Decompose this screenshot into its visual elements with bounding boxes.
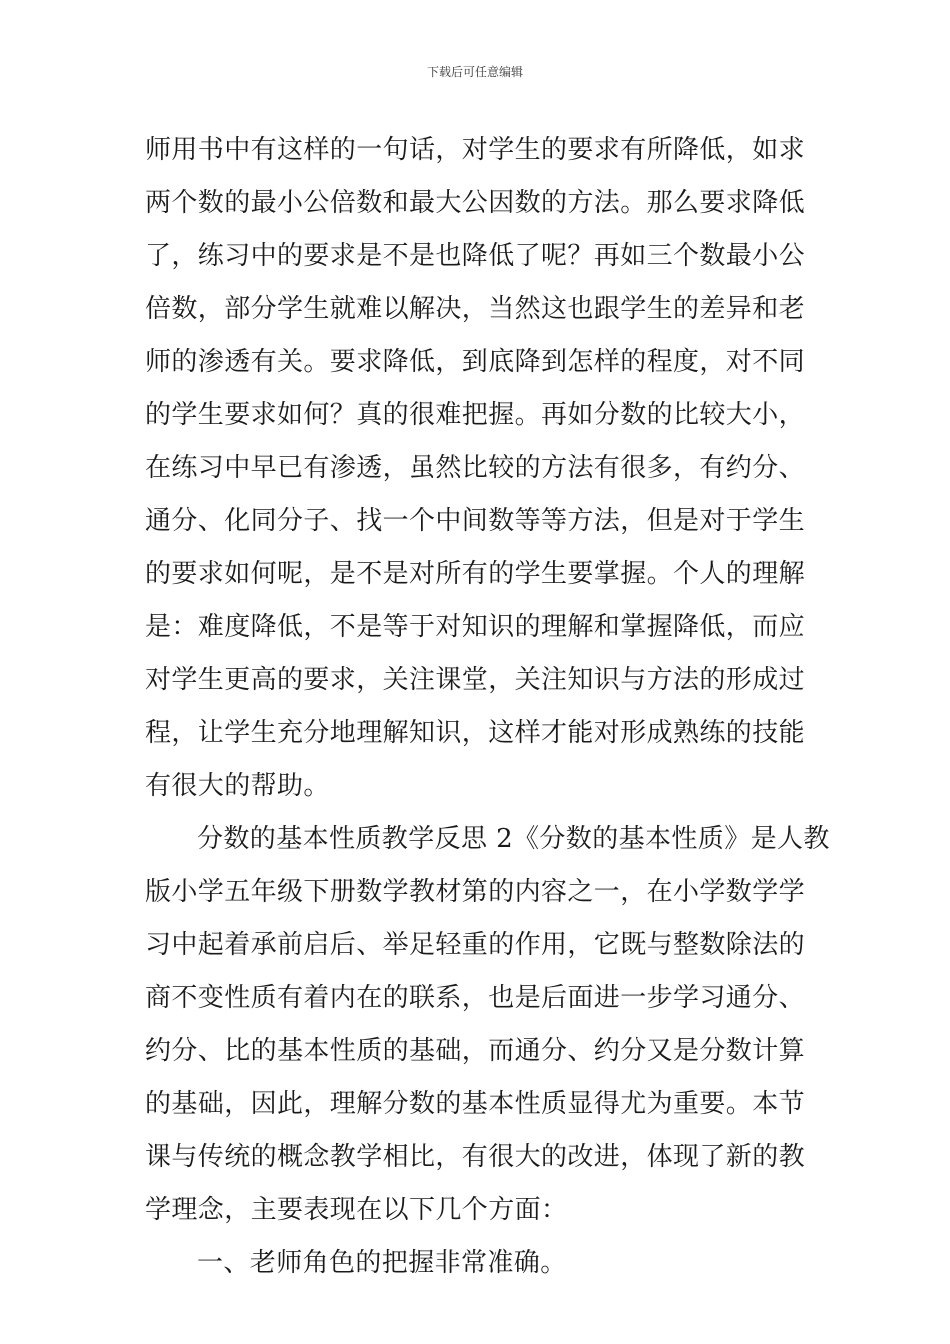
text-line: 是：难度降低，不是等于对知识的理解和掌握降低，而应 xyxy=(145,612,806,642)
paragraph-start-line: 分数的基本性质教学反思 2《分数的基本性质》是人教 xyxy=(197,824,830,854)
text-line: 的学生要求如何？真的很难把握。再如分数的比较大小， xyxy=(145,400,806,430)
text-line: 倍数，部分学生就难以解决，当然这也跟学生的差异和老 xyxy=(145,294,806,324)
text-line: 商不变性质有着内在的联系，也是后面进一步学习通分、 xyxy=(145,983,806,1013)
text-line: 课与传统的概念教学相比，有很大的改进，体现了新的教 xyxy=(145,1142,806,1172)
text-line: 的要求如何呢，是不是对所有的学生要掌握。个人的理解 xyxy=(145,559,806,589)
text-line: 的基础，因此，理解分数的基本性质显得尤为重要。本节 xyxy=(145,1089,806,1119)
text-line: 对学生更高的要求，关注课堂，关注知识与方法的形成过 xyxy=(145,665,806,695)
text-line: 在练习中早已有渗透，虽然比较的方法有很多，有约分、 xyxy=(145,453,806,483)
text-line: 约分、比的基本性质的基础，而通分、约分又是分数计算 xyxy=(145,1036,806,1066)
page-header-note: 下载后可任意编辑 xyxy=(426,65,523,79)
text-line: 版小学五年级下册数学教材第的内容之一，在小学数学学 xyxy=(145,877,806,907)
text-line: 有很大的帮助。 xyxy=(145,771,330,801)
text-line: 两个数的最小公倍数和最大公因数的方法。那么要求降低 xyxy=(145,188,806,218)
text-line: 师用书中有这样的一句话，对学生的要求有所降低，如求 xyxy=(145,135,806,165)
text-line: 程，让学生充分地理解知识，这样才能对形成熟练的技能 xyxy=(145,718,806,748)
text-line: 学理念，主要表现在以下几个方面： xyxy=(145,1195,568,1225)
document-body xyxy=(145,124,830,1290)
text-line: 习中起着承前启后、举足轻重的作用，它既与整数除法的 xyxy=(145,930,806,960)
text-line: 师的渗透有关。要求降低，到底降到怎样的程度，对不同 xyxy=(145,347,806,377)
section-heading-line: 一、老师角色的把握非常准确。 xyxy=(197,1248,567,1278)
text-line: 了，练习中的要求是不是也降低了呢？再如三个数最小公 xyxy=(145,241,806,271)
text-line: 通分、化同分子、找一个中间数等等方法，但是对于学生 xyxy=(145,506,806,536)
